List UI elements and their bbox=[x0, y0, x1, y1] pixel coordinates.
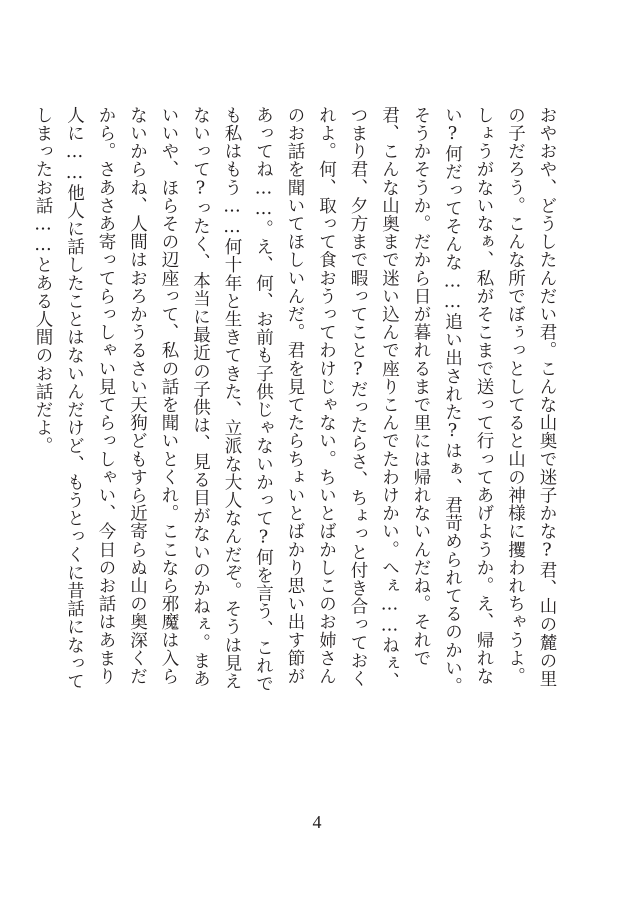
page-number: 4 bbox=[312, 812, 322, 832]
vertical-body-text: おやおや、どうしたんだい君。こんな山奥で迷子かな?君、山の麓の里の子だろう。こんな所でぼぅっとしてると山の神様に攫われちゃうよ。しょうがないなぁ、私がそこまで送って行ってあげようか。え、帰れない?何だってそんな……追い出された?はぁ、君苛められてるのかい。そうかそうか。だから日が暮れるまで里には帰れないんだね。それで君、こんな山奥まで迷い込んで座りこんでたわけかい。へぇ……ねぇ、つまり君、夕方まで暇ってこと?だったらさ、ちょっと付き合っておくれよ。何、取って食おうってわけじゃない。ちいとばかしこのお姉さんのお話を聞いてほしいんだ。君を見てたらちょいとばかり思い出す節があってね……。え、何、お前も子供じゃないかって?何を言う、これでも私はもう……何十年と生きてきた、立派な大人なんだぞ。そうは見えないって?ったく、本当に最近の子供は、見る目がないのかねぇ。まあいいや、ほらその辺座って、私の話を聞いとくれ。ここなら邪魔は入らないからね、人間はおろかうるさい天狗どもすら近寄らぬ山の奥深くだから。さあさあ寄ってらっしゃい見てらっしゃい、今日のお話はあまり人に……他人に話したことはないんだけど、もうとっくに昔話になってしまったお話……とある人間のお話だよ。 bbox=[33, 106, 557, 696]
